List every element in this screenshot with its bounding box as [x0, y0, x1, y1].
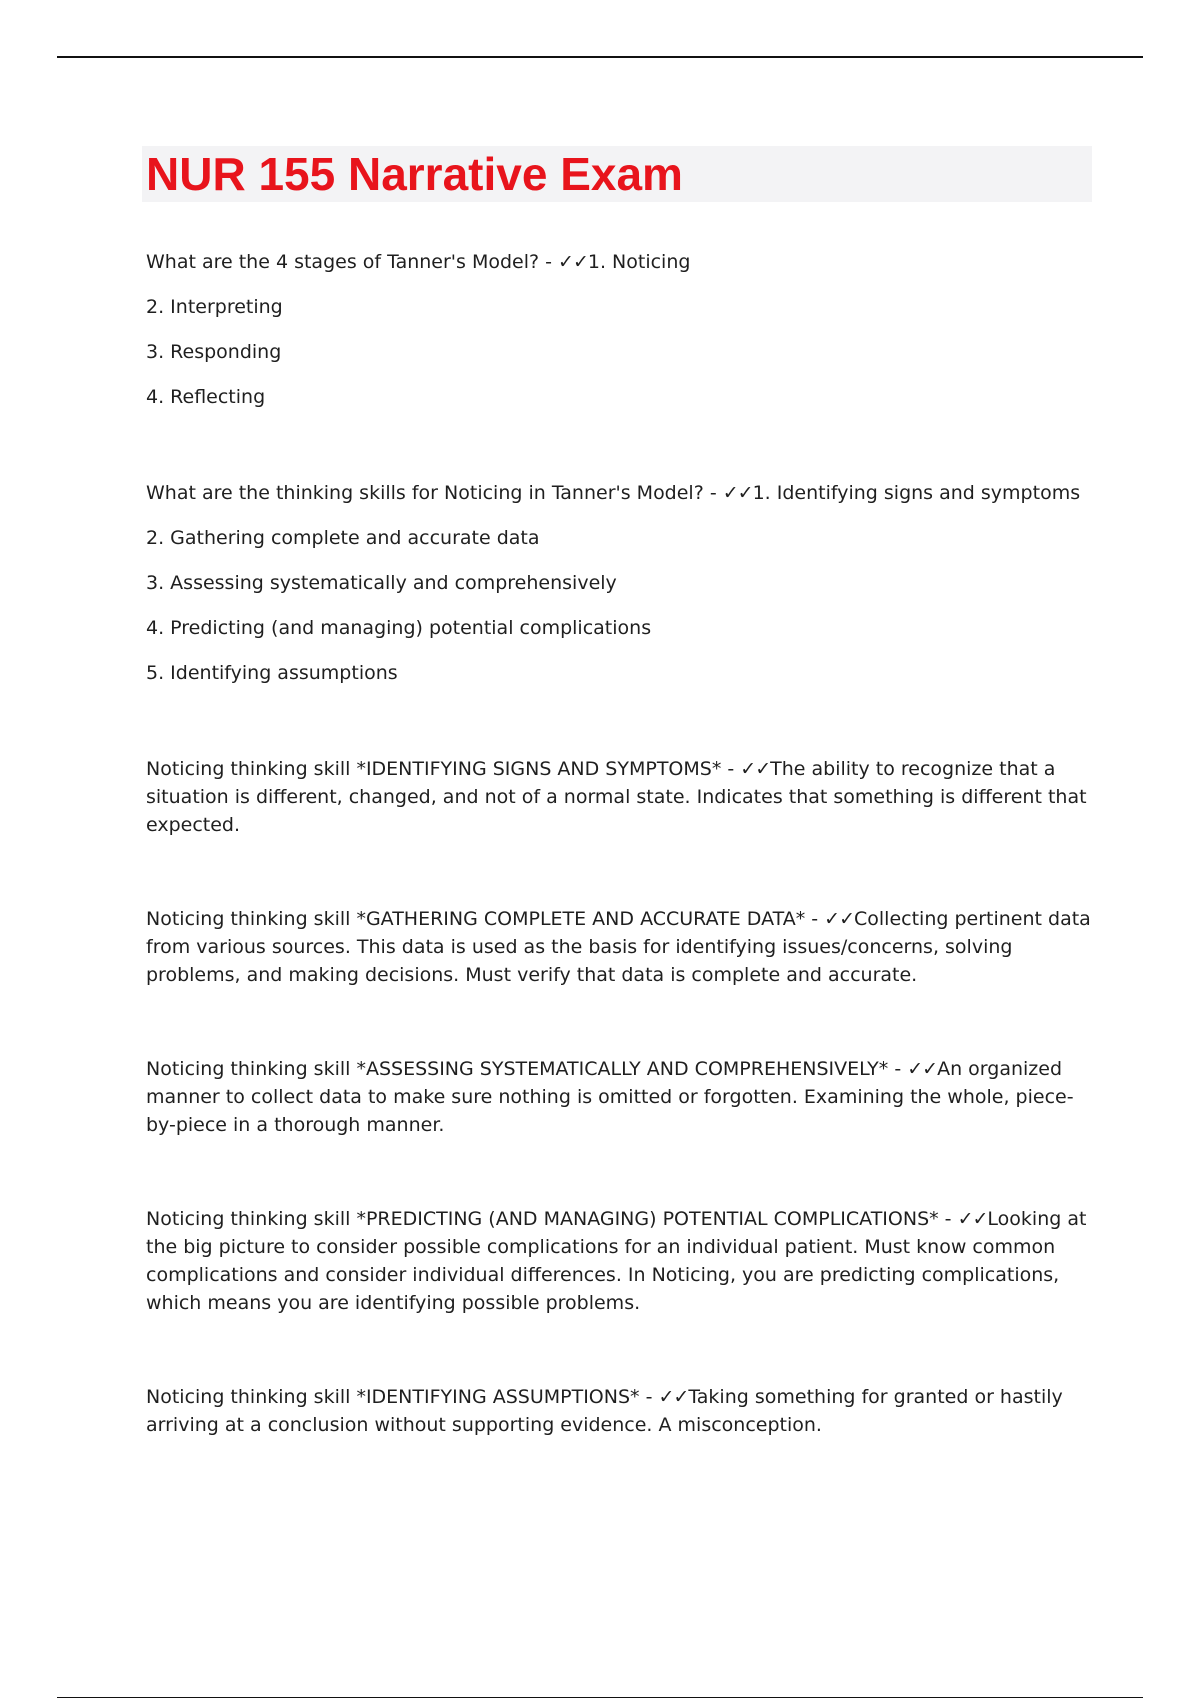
- term-text: Noticing thinking skill *PREDICTING (AND MANAGING) POTENTIAL COMPLICATIONS* -: [146, 1208, 958, 1230]
- list-item: 3. Assessing systematically and comprehensively: [146, 572, 617, 594]
- term-text: Noticing thinking skill *GATHERING COMPLETE AND ACCURATE DATA* -: [146, 908, 825, 930]
- page-title: NUR 155 Narrative Exam: [146, 148, 683, 200]
- header-rule: [57, 56, 1143, 58]
- list-item: 3. Responding: [146, 341, 282, 363]
- list-item: 4. Predicting (and managing) potential complications: [146, 617, 652, 639]
- answer-text: 1. Noticing: [587, 251, 691, 273]
- question-line: [146, 479, 1096, 507]
- answer-text: 1. Identifying signs and symptoms: [752, 482, 1081, 504]
- answer-text: Looking at the big picture to consider possible complications for an individual patient. Must know common complications and consider individual differences. In Noticing, you are predicting complications, which means you are identifying possible problems.: [146, 1208, 1087, 1314]
- qa-paragraph: [146, 755, 1096, 839]
- double-check-icon: ✓✓: [658, 1386, 689, 1408]
- qa-list-noticing-skills: [146, 479, 1096, 687]
- double-check-icon: ✓✓: [558, 251, 588, 273]
- list-item: 2. Interpreting: [146, 296, 283, 318]
- qa-list-stages: [146, 248, 1096, 411]
- double-check-icon: ✓✓: [957, 1208, 988, 1230]
- qa-paragraph: [146, 905, 1096, 989]
- list-item: 2. Gathering complete and accurate data: [146, 527, 540, 549]
- footer-rule: [57, 1697, 1143, 1698]
- list-item: 4. Reflecting: [146, 386, 266, 408]
- question-line: [146, 248, 1096, 276]
- double-check-icon: ✓✓: [907, 1058, 938, 1080]
- term-text: Noticing thinking skill *IDENTIFYING ASSUMPTIONS* -: [146, 1386, 659, 1408]
- qa-paragraph: [146, 1055, 1096, 1139]
- qa-paragraph: [146, 1383, 1096, 1439]
- list-item: 5. Identifying assumptions: [146, 662, 398, 684]
- term-text: Noticing thinking skill *IDENTIFYING SIGNS AND SYMPTOMS* -: [146, 758, 741, 780]
- double-check-icon: ✓✓: [722, 482, 753, 504]
- double-check-icon: ✓✓: [740, 758, 771, 780]
- answer-text: An organized manner to collect data to make sure nothing is omitted or forgotten. Examining the whole, piece-by-piece in a thorough manner.: [146, 1058, 1074, 1136]
- term-text: Noticing thinking skill *ASSESSING SYSTEMATICALLY AND COMPREHENSIVELY* -: [146, 1058, 908, 1080]
- answer-text: Collecting pertinent data from various sources. This data is used as the basis for identifying issues/concerns, solving problems, and making decisions. Must verify that data is complete and accurate.: [146, 908, 1091, 986]
- qa-paragraph: [146, 1205, 1096, 1317]
- answer-text: Taking something for granted or hastily arriving at a conclusion without supporting evidence. A misconception.: [146, 1386, 1063, 1436]
- double-check-icon: ✓✓: [824, 908, 854, 930]
- question-text: What are the 4 stages of Tanner's Model? -: [146, 251, 559, 273]
- answer-text: The ability to recognize that a situation is different, changed, and not of a normal state. Indicates that something is different that expected.: [146, 758, 1087, 836]
- document-body: [146, 248, 1096, 1439]
- question-text: What are the thinking skills for Noticing in Tanner's Model? -: [146, 482, 723, 504]
